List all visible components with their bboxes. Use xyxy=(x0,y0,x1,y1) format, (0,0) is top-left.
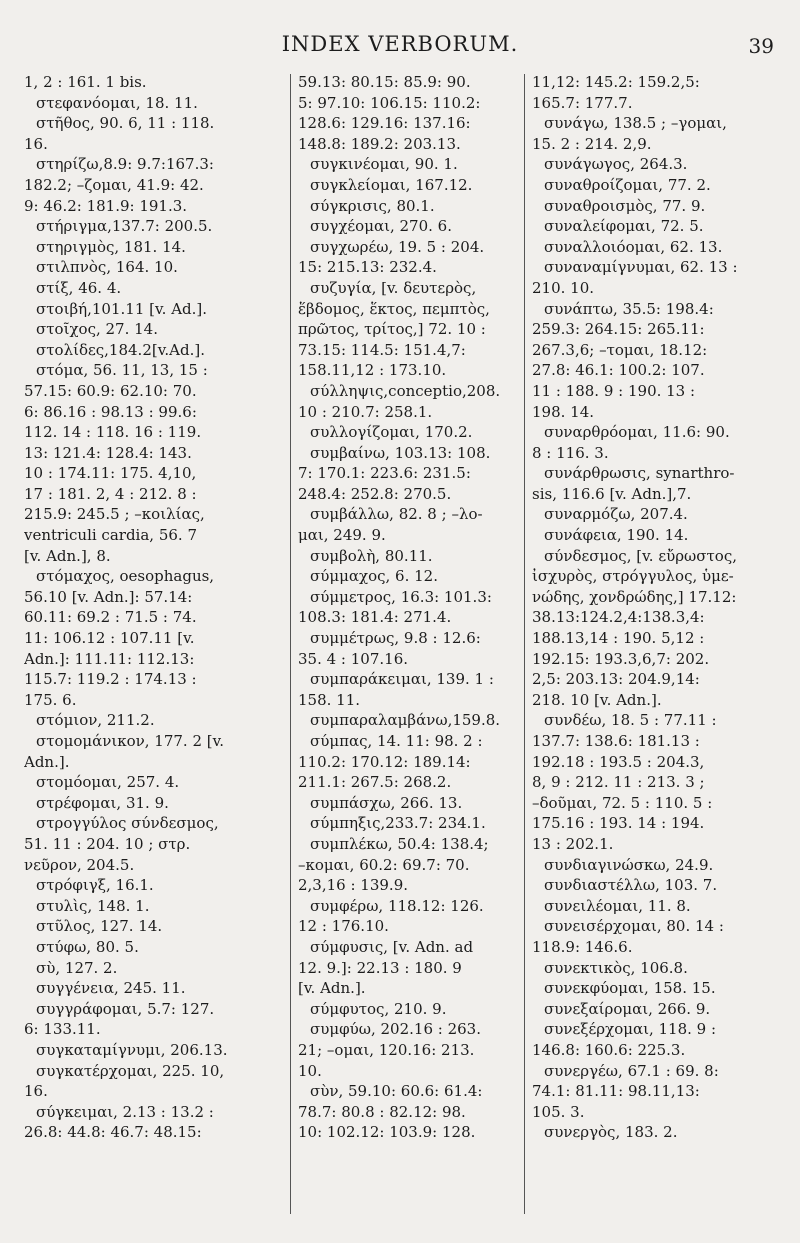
index-continuation-line: 57.15: 60.9: 62.10: 70. xyxy=(24,381,197,400)
index-entry-line: στυλὶς, 148. 1. xyxy=(36,896,150,915)
index-continuation-line: 78.7: 80.8 : 82.12: 98. xyxy=(298,1102,466,1121)
index-continuation-line: 218. 10 [v. Adn.]. xyxy=(532,690,662,709)
index-entry-line: συμπαράκειμαι, 139. 1 : xyxy=(310,670,494,689)
index-entry-line: στόμιον, 211.2. xyxy=(36,711,155,730)
index-entry-line: σὺν, 59.10: 60.6: 61.4: xyxy=(310,1082,483,1101)
index-continuation-line: [v. Adn.]. xyxy=(298,979,366,998)
index-continuation-line: 188.13,14 : 190. 5,12 : xyxy=(532,629,705,648)
index-entry-line: στεφανόομαι, 18. 11. xyxy=(36,93,198,112)
index-entry-line: σύμφυσις, [v. Adn. ad xyxy=(310,937,474,956)
index-entry-line: συμφύω, 202.16 : 263. xyxy=(310,1020,481,1039)
index-entry-line: σύγκρισις, 80.1. xyxy=(310,196,435,215)
index-continuation-line: 2,5: 203.13: 204.9,14: xyxy=(532,670,700,689)
index-column-2 xyxy=(298,72,520,1143)
index-continuation-line: νεῦρον, 204.5. xyxy=(24,855,135,874)
index-entry-line: στρέφομαι, 31. 9. xyxy=(36,793,169,812)
index-continuation-line: sis, 116.6 [v. Adn.],7. xyxy=(532,484,692,503)
index-entry-line: συμπλέκω, 50.4: 138.4; xyxy=(310,834,489,853)
index-continuation-line: 12. 9.]: 22.13 : 180. 9 xyxy=(298,958,462,977)
index-continuation-line: 5: 97.10: 106.15: 110.2: xyxy=(298,93,481,112)
index-entry-line: σύλληψις,conceptio,208. xyxy=(310,381,501,400)
index-entry-line: συνάπτω, 35.5: 198.4: xyxy=(544,299,714,318)
index-entry-line: συμβαίνω, 103.13: 108. xyxy=(310,443,491,462)
index-continuation-line: 211.1: 267.5: 268.2. xyxy=(298,773,452,792)
index-continuation-line: 56.10 [v. Adn.]: 57.14: xyxy=(24,587,193,606)
index-entry-line: συμπαραλαμβάνω,159.8. xyxy=(310,711,501,730)
index-continuation-line: 73.15: 114.5: 151.4,7: xyxy=(298,340,466,359)
index-entry-line: συγκατέρχομαι, 225. 10, xyxy=(36,1061,225,1080)
index-continuation-line: [v. Adn.], 8. xyxy=(24,546,111,565)
index-continuation-line: 38.13:124.2,4:138.3,4: xyxy=(532,608,705,627)
index-continuation-line: 27.8: 46.1: 100.2: 107. xyxy=(532,361,705,380)
index-continuation-line: 115.7: 119.2 : 174.13 : xyxy=(24,670,197,689)
index-entry-line: στοιβή,101.11 [v. Ad.]. xyxy=(36,299,208,318)
index-continuation-line: –κομαι, 60.2: 69.7: 70. xyxy=(298,855,470,874)
page-title: INDEX VERBORUM. xyxy=(281,32,519,56)
index-entry-line: στομομάνικον, 177. 2 [v. xyxy=(36,732,225,750)
index-continuation-line: 248.4: 252.8: 270.5. xyxy=(298,484,452,503)
index-continuation-line: 2,3,16 : 139.9. xyxy=(298,876,409,895)
index-continuation-line: 13 : 202.1. xyxy=(532,834,614,853)
index-entry-line: συγκινέομαι, 90. 1. xyxy=(310,155,458,174)
index-entry-line: συνάγωγος, 264.3. xyxy=(544,155,688,174)
index-entry-line: συμβολὴ, 80.11. xyxy=(310,546,433,565)
index-continuation-line: 10 : 210.7: 258.1. xyxy=(298,402,433,421)
index-continuation-line: 165.7: 177.7. xyxy=(532,93,633,112)
index-continuation-line: 192.18 : 193.5 : 204.3, xyxy=(532,752,705,771)
index-entry-line: συνειλέομαι, 11. 8. xyxy=(544,896,691,915)
index-continuation-line: 158. 11. xyxy=(298,690,361,709)
index-continuation-line: 13: 121.4: 128.4: 143. xyxy=(24,443,192,462)
index-entry-line: συζυγία, [v. δευτερὸς, xyxy=(310,278,477,297)
index-entry-line: συνεργὸς, 183. 2. xyxy=(544,1123,678,1142)
index-entry-line: συνάγω, 138.5 ; –γομαι, xyxy=(544,114,727,133)
index-continuation-line: 11: 106.12 : 107.11 [v. xyxy=(24,629,195,648)
index-entry-line: συνδιαγινώσκω, 24.9. xyxy=(544,855,714,874)
index-entry-line: συμβάλλω, 82. 8 ; –λο- xyxy=(310,505,483,524)
page-number: 39 xyxy=(748,34,774,58)
index-entry-line: συνεκτικὸς, 106.8. xyxy=(544,958,688,977)
index-entry-line: συμπάσχω, 266. 13. xyxy=(310,793,463,812)
index-entry-line: στίξ, 46. 4. xyxy=(36,278,122,297)
index-continuation-line: 10 : 174.11: 175. 4,10, xyxy=(24,464,197,483)
index-continuation-line: 15. 2 : 214. 2,9. xyxy=(532,134,652,153)
index-continuation-line: 215.9: 245.5 ; –κοιλίας, xyxy=(24,505,205,524)
index-entry-line: σύνδεσμος, [v. εὔρωστος, xyxy=(544,546,737,565)
index-continuation-line: 110.2: 170.12: 189.14: xyxy=(298,752,471,771)
index-entry-line: συνεργέω, 67.1 : 69. 8: xyxy=(544,1061,719,1080)
index-entry-line: συγκαταμίγνυμι, 206.13. xyxy=(36,1040,228,1059)
index-entry-line: στρογγύλος σύνδεσμος, xyxy=(36,814,219,833)
index-entry-line: συγκλείομαι, 167.12. xyxy=(310,175,473,194)
index-continuation-line: 35. 4 : 107.16. xyxy=(298,649,409,668)
index-entry-line: στηρίζω,8.9: 9.7:167.3: xyxy=(36,155,214,174)
index-entry-line: στρόφιγξ, 16.1. xyxy=(36,876,154,895)
index-entry-line: στῦλος, 127. 14. xyxy=(36,917,163,936)
index-continuation-line: 60.11: 69.2 : 71.5 : 74. xyxy=(24,608,197,627)
index-continuation-line: 108.3: 181.4: 271.4. xyxy=(298,608,452,627)
index-entry-line: συλλογίζομαι, 170.2. xyxy=(310,423,473,442)
index-continuation-line: 105. 3. xyxy=(532,1102,585,1121)
index-continuation-line: 175. 6. xyxy=(24,690,77,709)
index-continuation-line: 21; –ομαι, 120.16: 213. xyxy=(298,1040,475,1059)
index-entry-line: συγγράφομαι, 5.7: 127. xyxy=(36,999,215,1018)
index-entry-line: σύμμετρος, 16.3: 101.3: xyxy=(310,587,492,606)
index-continuation-line: 11 : 188. 9 : 190. 13 : xyxy=(532,381,696,400)
index-entry-line: σὺ, 127. 2. xyxy=(36,958,118,977)
index-entry-line: συναλλοιόομαι, 62. 13. xyxy=(544,237,723,256)
index-continuation-line: 6: 133.11. xyxy=(24,1020,101,1039)
index-continuation-line: 192.15: 193.3,6,7: 202. xyxy=(532,649,710,668)
index-continuation-line: 182.2; –ζομαι, 41.9: 42. xyxy=(24,175,204,194)
index-entry-line: στόμα, 56. 11, 13, 15 : xyxy=(36,361,208,380)
index-entry-line: συναλείφομαι, 72. 5. xyxy=(544,217,704,236)
index-entry-line: συναρθρόομαι, 11.6: 90. xyxy=(544,423,730,442)
index-continuation-line: 7: 170.1: 223.6: 231.5: xyxy=(298,464,471,483)
index-continuation-line: ἰσχυρὸς, στρόγγυλος, ὑμε- xyxy=(532,567,734,586)
index-columns xyxy=(0,72,800,1232)
index-entry-line: συναρμόζω, 207.4. xyxy=(544,505,688,524)
index-continuation-line: 6: 86.16 : 98.13 : 99.6: xyxy=(24,402,197,421)
index-entry-line: σύμφυτος, 210. 9. xyxy=(310,999,447,1018)
index-continuation-line: πρῶτος, τρίτος,] 72. 10 : xyxy=(298,320,486,339)
index-entry-line: συναθροίζομαι, 77. 2. xyxy=(544,175,711,194)
index-continuation-line: 118.9: 146.6. xyxy=(532,937,633,956)
index-entry-line: στήριγμα,137.7: 200.5. xyxy=(36,217,213,236)
index-column-3 xyxy=(532,72,776,1143)
index-entry-line: στηριγμὸς, 181. 14. xyxy=(36,237,186,256)
index-continuation-line: 8, 9 : 212. 11 : 213. 3 ; xyxy=(532,773,705,792)
index-continuation-line: 128.6: 129.16: 137.16: xyxy=(298,114,471,133)
index-entry-line: συνεξαίρομαι, 266. 9. xyxy=(544,999,711,1018)
index-continuation-line: 74.1: 81.11: 98.11,13: xyxy=(532,1082,700,1101)
index-continuation-line: 112. 14 : 118. 16 : 119. xyxy=(24,423,202,442)
index-continuation-line: Adn.]. xyxy=(24,752,70,771)
index-continuation-line: 267.3,6; –τομαι, 18.12: xyxy=(532,340,708,359)
index-continuation-line: 10: 102.12: 103.9: 128. xyxy=(298,1123,476,1142)
index-continuation-line: 16. xyxy=(24,134,48,153)
index-entry-line: συνάρθρωσις, synarthro- xyxy=(544,464,735,483)
index-continuation-line: 148.8: 189.2: 203.13. xyxy=(298,134,461,153)
index-continuation-line: Adn.]: 111.11: 112.13: xyxy=(24,649,195,668)
index-entry-line: στύφω, 80. 5. xyxy=(36,937,139,956)
index-continuation-line: 16. xyxy=(24,1082,48,1101)
index-column-1 xyxy=(24,72,288,1143)
index-entry-line: συγχωρέω, 19. 5 : 204. xyxy=(310,237,485,256)
index-continuation-line: μαι, 249. 9. xyxy=(298,526,386,545)
index-entry-line: συναναμίγνυμαι, 62. 13 : xyxy=(544,258,738,277)
index-continuation-line: 259.3: 264.15: 265.11: xyxy=(532,320,705,339)
index-continuation-line: 51. 11 : 204. 10 ; στρ. xyxy=(24,834,191,853)
index-continuation-line: ventriculi cardia, 56. 7 xyxy=(24,526,197,545)
index-continuation-line: 10. xyxy=(298,1061,322,1080)
index-continuation-line: 146.8: 160.6: 225.3. xyxy=(532,1040,686,1059)
index-continuation-line: 1, 2 : 161. 1 bis. xyxy=(24,73,147,91)
page-header xyxy=(0,30,800,66)
index-entry-line: σύμπηξις,233.7: 234.1. xyxy=(310,814,486,833)
index-entry-line: στολίδες,184.2[v.Ad.]. xyxy=(36,340,206,359)
index-entry-line: συνδιαστέλλω, 103. 7. xyxy=(544,876,718,895)
index-entry-line: συναθροισμὸς, 77. 9. xyxy=(544,196,706,215)
index-entry-line: συμφέρω, 118.12: 126. xyxy=(310,896,484,915)
index-entry-line: συνεξέρχομαι, 118. 9 : xyxy=(544,1020,717,1039)
index-entry-line: συνεισέρχομαι, 80. 14 : xyxy=(544,917,724,936)
index-entry-line: συνάφεια, 190. 14. xyxy=(544,526,689,545)
index-entry-line: στῆθος, 90. 6, 11 : 118. xyxy=(36,114,215,133)
index-entry-line: σύμπας, 14. 11: 98. 2 : xyxy=(310,732,483,750)
index-continuation-line: 15: 215.13: 232.4. xyxy=(298,258,437,277)
index-entry-line: στοῖχος, 27. 14. xyxy=(36,320,158,339)
index-continuation-line: 59.13: 80.15: 85.9: 90. xyxy=(298,73,471,91)
index-continuation-line: 210. 10. xyxy=(532,278,595,297)
index-continuation-line: 175.16 : 193. 14 : 194. xyxy=(532,814,705,833)
index-continuation-line: 17 : 181. 2, 4 : 212. 8 : xyxy=(24,484,197,503)
index-entry-line: σύγκειμαι, 2.13 : 13.2 : xyxy=(36,1102,214,1121)
index-continuation-line: νώδης, χονδρώδης,] 17.12: xyxy=(532,587,737,606)
index-continuation-line: ἕβδομος, ἕκτος, πεμπτὸς, xyxy=(298,299,490,318)
index-continuation-line: 137.7: 138.6: 181.13 : xyxy=(532,732,700,750)
index-continuation-line: 26.8: 44.8: 46.7: 48.15: xyxy=(24,1123,202,1142)
index-entry-line: στομόομαι, 257. 4. xyxy=(36,773,180,792)
index-entry-line: συνδέω, 18. 5 : 77.11 : xyxy=(544,711,717,730)
index-entry-line: συγχέομαι, 270. 6. xyxy=(310,217,452,236)
index-continuation-line: 8 : 116. 3. xyxy=(532,443,609,462)
index-entry-line: σύμμαχος, 6. 12. xyxy=(310,567,438,586)
index-continuation-line: –δοῦμαι, 72. 5 : 110. 5 : xyxy=(532,793,713,812)
index-continuation-line: 9: 46.2: 181.9: 191.3. xyxy=(24,196,188,215)
index-entry-line: συνεκφύομαι, 158. 15. xyxy=(544,979,716,998)
index-continuation-line: 158.11,12 : 173.10. xyxy=(298,361,447,380)
index-continuation-line: 11,12: 145.2: 159.2,5: xyxy=(532,73,700,91)
index-continuation-line: 198. 14. xyxy=(532,402,595,421)
index-entry-line: στιλπνὸς, 164. 10. xyxy=(36,258,178,277)
index-entry-line: στόμαχος, oesophagus, xyxy=(36,567,215,586)
index-entry-line: συμμέτρως, 9.8 : 12.6: xyxy=(310,629,481,648)
index-continuation-line: 12 : 176.10. xyxy=(298,917,389,936)
index-entry-line: συγγένεια, 245. 11. xyxy=(36,979,186,998)
